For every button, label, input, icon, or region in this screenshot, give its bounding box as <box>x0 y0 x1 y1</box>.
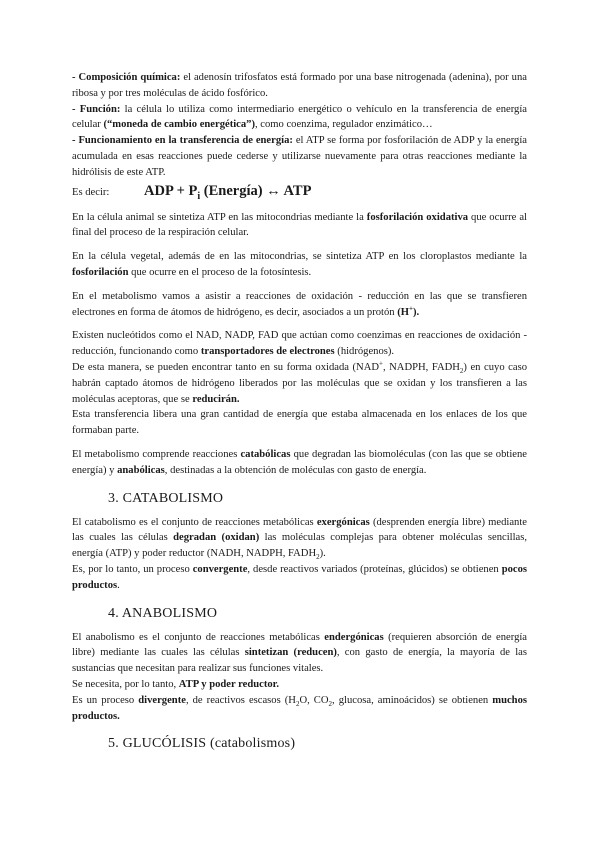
reduciran-bold: reducirán. <box>192 393 240 405</box>
text-run: ). <box>413 306 420 318</box>
funcionamiento-label: - Funcionamiento en la transferencia de energía: <box>72 135 293 147</box>
animal-cell-paragraph <box>72 210 527 242</box>
funcion-text: la célula lo utiliza como intermediario energético o vehículo en la transferencia de energía celular <box>72 103 527 131</box>
text-run: , destinadas a la obtención de moléculas con gasto de energía. <box>164 464 427 476</box>
nucleotides-paragraph <box>72 328 527 360</box>
fosforilacion-oxidativa-bold: fosforilación oxidativa <box>366 211 469 223</box>
pocos-productos-bold: pocos productos <box>72 563 527 591</box>
equation-sub: i <box>197 190 201 202</box>
text-run: . <box>117 579 120 591</box>
plant-cell-paragraph <box>72 249 527 281</box>
text-run: En la célula vegetal, además de en las mitocondrias, se sintetiza ATP en los cloroplastos mediante la <box>72 251 527 263</box>
text-run: , desde reactivos variados (proteínas, glúcidos) se obtienen <box>247 563 502 575</box>
atp-poder-reductor-bold: ATP y poder reductor. <box>178 678 280 690</box>
proton-bold <box>397 304 420 318</box>
text-run: , glucosa, aminoácidos) se obtienen <box>332 694 493 706</box>
endergonicas-bold: endergónicas <box>324 631 384 643</box>
exergonicas-bold: exergónicas <box>316 516 370 528</box>
convergente-bold: convergente <box>192 563 248 575</box>
text-run: El metabolismo comprende reacciones <box>72 448 241 460</box>
text-run: , de reactivos escasos (H <box>185 694 296 706</box>
equation-left: ADP + P <box>144 182 198 199</box>
oxidized-form-paragraph <box>72 360 527 407</box>
funcion-text-end: , como coenzima, regulador enzimático… <box>254 119 433 131</box>
fosforilacion-bold: fosforilación <box>72 266 129 278</box>
anabolicas-bold: anabólicas <box>117 464 165 476</box>
sintetizan-bold: sintetizan (reducen) <box>244 647 337 659</box>
text-run: Se necesita, por lo tanto, <box>72 678 179 690</box>
poder-reductor-paragraph <box>72 677 527 693</box>
convergente-paragraph <box>72 562 527 594</box>
subscript: 2 <box>459 367 464 376</box>
heading-anabolismo: 4. ANABOLISMO <box>108 605 218 621</box>
text-run: las moléculas complejas para obtener moléculas sencillas, energía (ATP) y poder reductor (NADH, NADPH, FADH <box>72 532 527 560</box>
subscript: 2 <box>328 699 333 708</box>
subscript: 2 <box>295 699 300 708</box>
metabolism-paragraph <box>72 447 527 479</box>
redox-paragraph <box>72 289 527 321</box>
moneda-cambio-bold: (“moneda de cambio energética”) <box>103 119 255 131</box>
equation-right: (Energía) ↔ ATP <box>200 182 312 199</box>
heading-catabolismo: 3. CATABOLISMO <box>108 490 224 506</box>
funcionamiento-text: el ATP se forma por fosforilación de ADP y la energía acumulada en esas reacciones puede cederse y utilizarse nuevamente para otras reacciones mediante la hidrólisis de este ATP. <box>72 135 527 178</box>
text-run: El anabolismo es el conjunto de reacciones metabólicas <box>72 631 325 643</box>
divergente-paragraph <box>72 693 527 725</box>
text-run: que ocurre al final del proceso de la respiración celular. <box>72 211 527 239</box>
text-run: (H <box>397 306 410 318</box>
text-run: , NADPH, FADH <box>382 361 460 373</box>
text-run: ). <box>319 548 326 560</box>
text-run: En el metabolismo vamos a asistir a reacciones de oxidación - reducción en las que se transfieren electrones en forma de átomos de hidrógeno, es decir, asociados a un protón <box>72 290 527 318</box>
text-run: , con gasto de energía, la mayoría de las sustancias que necesitan para realizar sus funciones vitales. <box>72 647 527 675</box>
muchos-productos-bold: muchos productos. <box>72 694 527 722</box>
text-run: que degradan las biomoléculas (con las que se obtiene energía) y <box>72 448 527 476</box>
superscript: + <box>409 304 414 313</box>
es-decir-label: Es decir: <box>72 186 110 198</box>
text-run: Es, por lo tanto, un proceso <box>72 563 193 575</box>
degradan-bold: degradan (oxidan) <box>173 532 260 544</box>
text-run: De esta manera, se pueden encontrar tanto en su forma oxidada (NAD <box>72 361 379 373</box>
divergente-bold: divergente <box>138 694 186 706</box>
text-run: ) en cuyo caso habrán captado átomos de hidrógeno liberados por las moléculas que se oxidan y los transfieren a las moléculas aceptoras, que se <box>72 361 527 405</box>
catabolicas-bold: catabólicas <box>240 448 291 460</box>
text-run: El catabolismo es el conjunto de reacciones metabólicas <box>72 516 317 528</box>
funcionamiento-paragraph <box>72 133 527 180</box>
subscript: 2 <box>316 553 320 562</box>
text-run: Es un proceso <box>72 694 139 706</box>
transportadores-bold: transportadores de electrones <box>200 346 335 358</box>
equation-line <box>72 183 527 200</box>
funcion-label: - Función: <box>72 103 121 115</box>
composicion-label: - Composición química: <box>72 72 181 83</box>
composicion-text: el adenosín trifosfatos está formado por una base nitrogenada (adenina), por una ribosa y por tres moléculas de ácido fosfórico. <box>72 72 527 99</box>
funcion-paragraph <box>72 102 527 134</box>
text-run: (desprenden energía libre) mediante las cuales las células <box>72 516 527 544</box>
transfer-paragraph: Esta transferencia libera una gran cantidad de energía que estaba almacenada en los enlaces de los que formaban parte. <box>72 409 527 437</box>
composicion-paragraph <box>72 70 527 102</box>
anabolismo-paragraph <box>72 630 527 677</box>
catabolismo-paragraph <box>72 515 527 562</box>
superscript: + <box>379 359 383 368</box>
text-run: que ocurre en el proceso de la fotosíntesis. <box>128 266 312 278</box>
atp-equation <box>144 183 311 200</box>
document-page <box>72 70 527 760</box>
text-run: (hidrógenos). <box>334 346 395 358</box>
text-run: Existen nucleótidos como el NAD, NADP, FAD que actúan como coenzimas en reacciones de oxidación - reducción, funcionando como <box>72 330 527 358</box>
text-run: (requieren absorción de energía libre) mediante las cuales las células <box>72 631 528 659</box>
text-run: En la célula animal se sintetiza ATP en las mitocondrias mediante la <box>72 211 367 223</box>
text-run: O, CO <box>299 694 329 706</box>
heading-glucolisis: 5. GLUCÓLISIS (catabolismos) <box>108 736 296 752</box>
